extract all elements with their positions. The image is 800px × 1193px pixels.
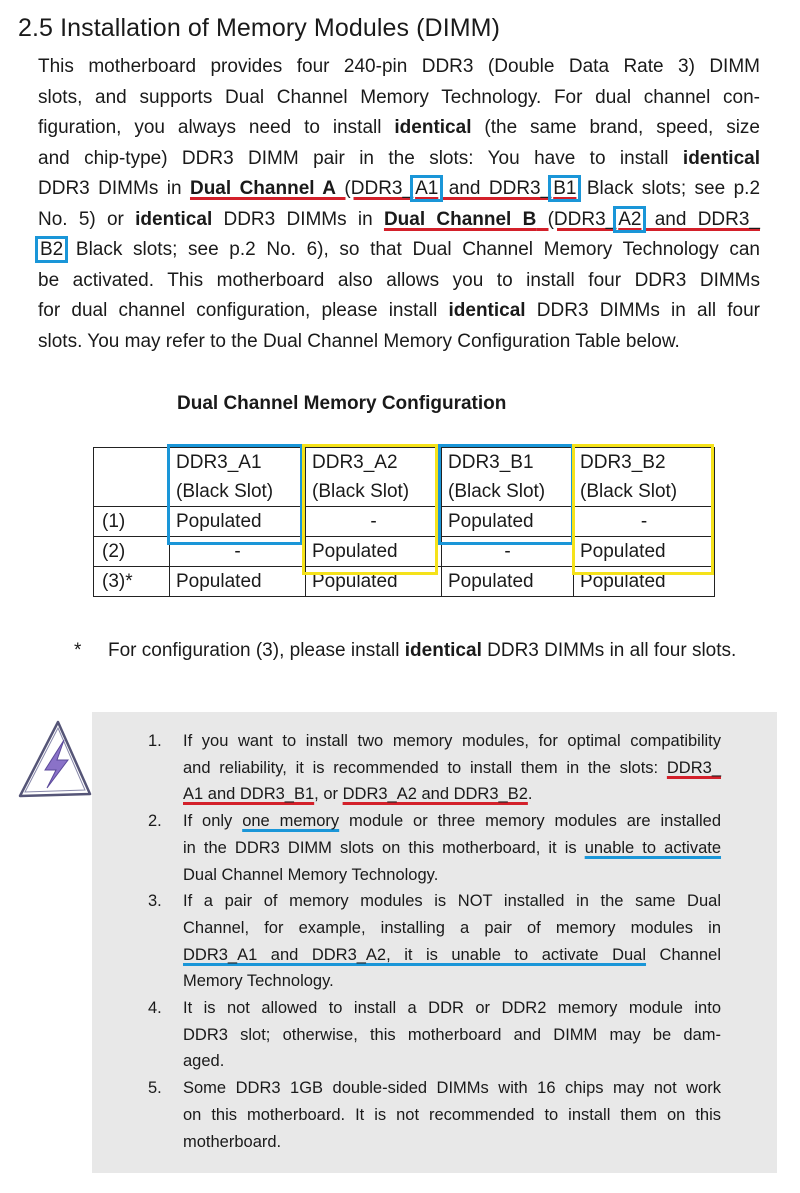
intro-line: This motherboard provides four 240-pin DDR3 (Double Data Rate 3) DIMM — [38, 56, 760, 77]
header-cell-a1: DDR3_A1 (Black Slot) — [170, 448, 306, 507]
memory-config-table — [93, 447, 715, 597]
intro-line: for dual channel configuration, please install identical DDR3 DIMMs in all four — [38, 300, 760, 321]
row-label: (1) — [94, 507, 170, 537]
table-cell: - — [574, 507, 715, 537]
note-item: 1. If you want to install two memory modules, for optimal compatibility and reliability, it is recommended to install them in the slots: DDR3_ A1 and DDR3_B1, or DDR3_A2 and DDR3_B2. — [148, 732, 721, 804]
row-label: (2) — [94, 537, 170, 567]
row-label: (3)* — [94, 567, 170, 597]
table-corner-cell — [94, 448, 170, 507]
slot-a2-highlight: A2 — [618, 208, 642, 230]
table-row — [94, 567, 715, 597]
intro-line: slots. You may refer to the Dual Channel Memory Configuration Table below. — [38, 330, 680, 352]
table-cell: - — [306, 507, 442, 537]
intro-line: No. 5) or identical DDR3 DIMMs in Dual Channel B (DDR3_ A2 and DDR3_ — [38, 208, 760, 230]
table-row — [94, 507, 715, 537]
note-item: 4. It is not allowed to install a DDR or DDR2 memory module into DDR3 slot; otherwise, this motherboard and DIMM may be dam- aged. — [148, 999, 721, 1071]
intro-line: slots, and supports Dual Channel Memory Technology. For dual channel con- — [38, 86, 760, 108]
table-cell: Populated — [170, 567, 306, 597]
table-cell: Populated — [442, 567, 574, 597]
intro-line: be activated. This motherboard also allows you to install four DDR3 DIMMs — [38, 269, 760, 291]
table-cell: - — [442, 537, 574, 567]
intro-line: and chip-type) DDR3 DIMM pair in the slots: You have to install identical — [38, 147, 760, 169]
table-header-row — [94, 448, 715, 507]
note-item: 3. If a pair of memory modules is NOT installed in the same Dual Channel, for example, installing a pair of memory modules in DDR3_A1 and DDR3_A2, it is unable to activate Dual Channel Memory Technology. — [148, 892, 721, 991]
footnote-star: * — [74, 640, 82, 661]
dual-channel-a: Dual Channel A — [189, 178, 336, 199]
intro-line: figuration, you always need to install identical (the same brand, speed, size — [38, 117, 760, 138]
footnote: * For configuration (3), please install identical DDR3 DIMMs in all four slots. — [74, 636, 754, 666]
slot-b2-highlight: B2 — [40, 239, 64, 260]
slot-a1-highlight: A1 — [415, 178, 439, 199]
table-cell: Populated — [442, 507, 574, 537]
header-cell-b1: DDR3_B1 (Black Slot) — [442, 448, 574, 507]
slot-b1-highlight: B1 — [553, 178, 577, 199]
notes-list — [146, 728, 721, 1155]
dual-channel-b: Dual Channel B — [383, 208, 537, 230]
table-cell: Populated — [306, 567, 442, 597]
intro-line: DDR3 DIMMs in Dual Channel A (DDR3_ A1 and DDR3_ B1 Black slots; see p.2 — [38, 178, 761, 199]
section-title: 2.5 Installation of Memory Modules (DIMM) — [18, 14, 501, 42]
table-row — [94, 537, 715, 567]
header-cell-a2: DDR3_A2 (Black Slot) — [306, 448, 442, 507]
table-cell: Populated — [574, 567, 715, 597]
table-cell: - — [170, 537, 306, 567]
intro-line: B2 Black slots; see p.2 No. 6), so that Dual Channel Memory Technology can — [40, 239, 760, 260]
header-cell-b2: DDR3_B2 (Black Slot) — [574, 448, 715, 507]
table-cell: Populated — [574, 537, 715, 567]
table-title: Dual Channel Memory Configuration — [177, 393, 507, 414]
warning-lightning-icon — [14, 718, 94, 800]
note-item: 5. Some DDR3 1GB double-sided DIMMs with 16 chips may not work on this motherboard. It is not recommended to install them on this motherboard. — [148, 1079, 721, 1151]
intro-paragraph — [38, 52, 760, 357]
table-cell: Populated — [306, 537, 442, 567]
table-cell: Populated — [170, 507, 306, 537]
note-item: 2. If only one memory module or three memory modules are installed in the DDR3 DIMM slots on this motherboard, it is unable to activate Dual Channel Memory Technology. — [148, 812, 722, 884]
